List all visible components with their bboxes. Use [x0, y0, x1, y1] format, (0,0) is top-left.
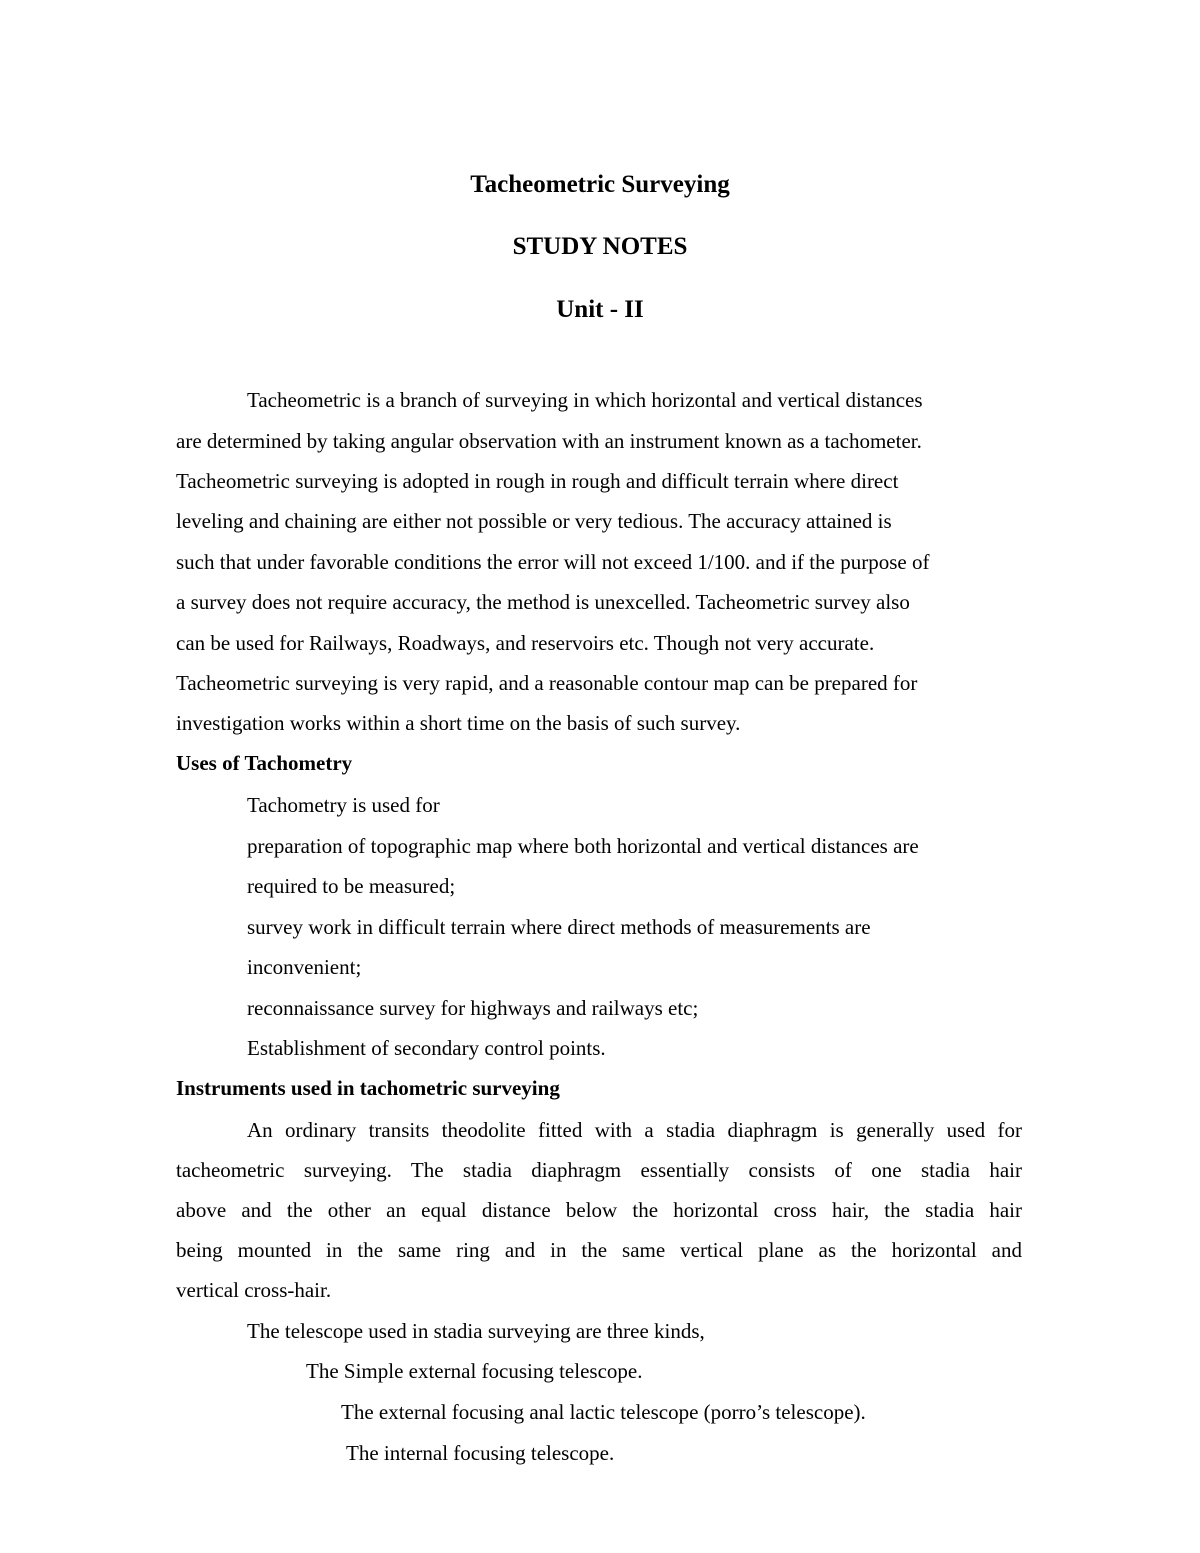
uses-line: required to be measured;: [247, 874, 456, 898]
uses-line: survey work in difficult terrain where direct methods of measurements are: [247, 915, 871, 939]
unit-label: Unit - II: [556, 296, 644, 323]
instruments-line: being mounted in the same ring and in the same vertical plane as the horizontal and: [176, 1238, 1022, 1262]
instruments-line: An ordinary transits theodolite fitted with a stadia diaphragm is generally used for: [247, 1118, 1022, 1142]
uses-line: Tachometry is used for: [247, 793, 440, 817]
document-title: Tacheometric Surveying: [470, 171, 730, 198]
intro-line: a survey does not require accuracy, the method is unexcelled. Tacheometric survey also: [176, 590, 910, 614]
intro-line: can be used for Railways, Roadways, and reservoirs etc. Though not very accurate.: [176, 631, 875, 655]
instruments-heading: Instruments used in tachometric surveying: [176, 1076, 560, 1100]
intro-line: are determined by taking angular observation with an instrument known as a tachometer.: [176, 429, 922, 453]
instruments-line: vertical cross-hair.: [176, 1278, 332, 1302]
telescope-kind: The internal focusing telescope.: [346, 1441, 615, 1465]
intro-line: such that under favorable conditions the error will not exceed 1/100. and if the purpose of: [176, 550, 930, 574]
telescope-intro: The telescope used in stadia surveying are three kinds,: [247, 1319, 705, 1343]
document-subtitle: STUDY NOTES: [512, 233, 688, 260]
intro-line: Tacheometric surveying is very rapid, and a reasonable contour map can be prepared for: [176, 671, 918, 695]
telescope-kind: The Simple external focusing telescope.: [306, 1359, 643, 1383]
uses-line: reconnaissance survey for highways and railways etc;: [247, 996, 699, 1020]
uses-heading: Uses of Tachometry: [176, 751, 353, 775]
instruments-line: tacheometric surveying. The stadia diaphragm essentially consists of one stadia hair: [176, 1158, 1022, 1182]
intro-line: investigation works within a short time on the basis of such survey.: [176, 711, 741, 735]
instruments-line: above and the other an equal distance below the horizontal cross hair, the stadia hair: [176, 1198, 1022, 1222]
telescope-kind: The external focusing anal lactic telescope (porro’s telescope).: [341, 1400, 866, 1424]
uses-line: preparation of topographic map where both horizontal and vertical distances are: [247, 834, 919, 858]
uses-line: Establishment of secondary control points.: [247, 1036, 606, 1060]
intro-line: Tacheometric is a branch of surveying in which horizontal and vertical distances: [247, 388, 923, 412]
intro-line: Tacheometric surveying is adopted in rough in rough and difficult terrain where direct: [176, 469, 899, 493]
intro-line: leveling and chaining are either not possible or very tedious. The accuracy attained is: [176, 509, 892, 533]
uses-line: inconvenient;: [247, 955, 362, 979]
